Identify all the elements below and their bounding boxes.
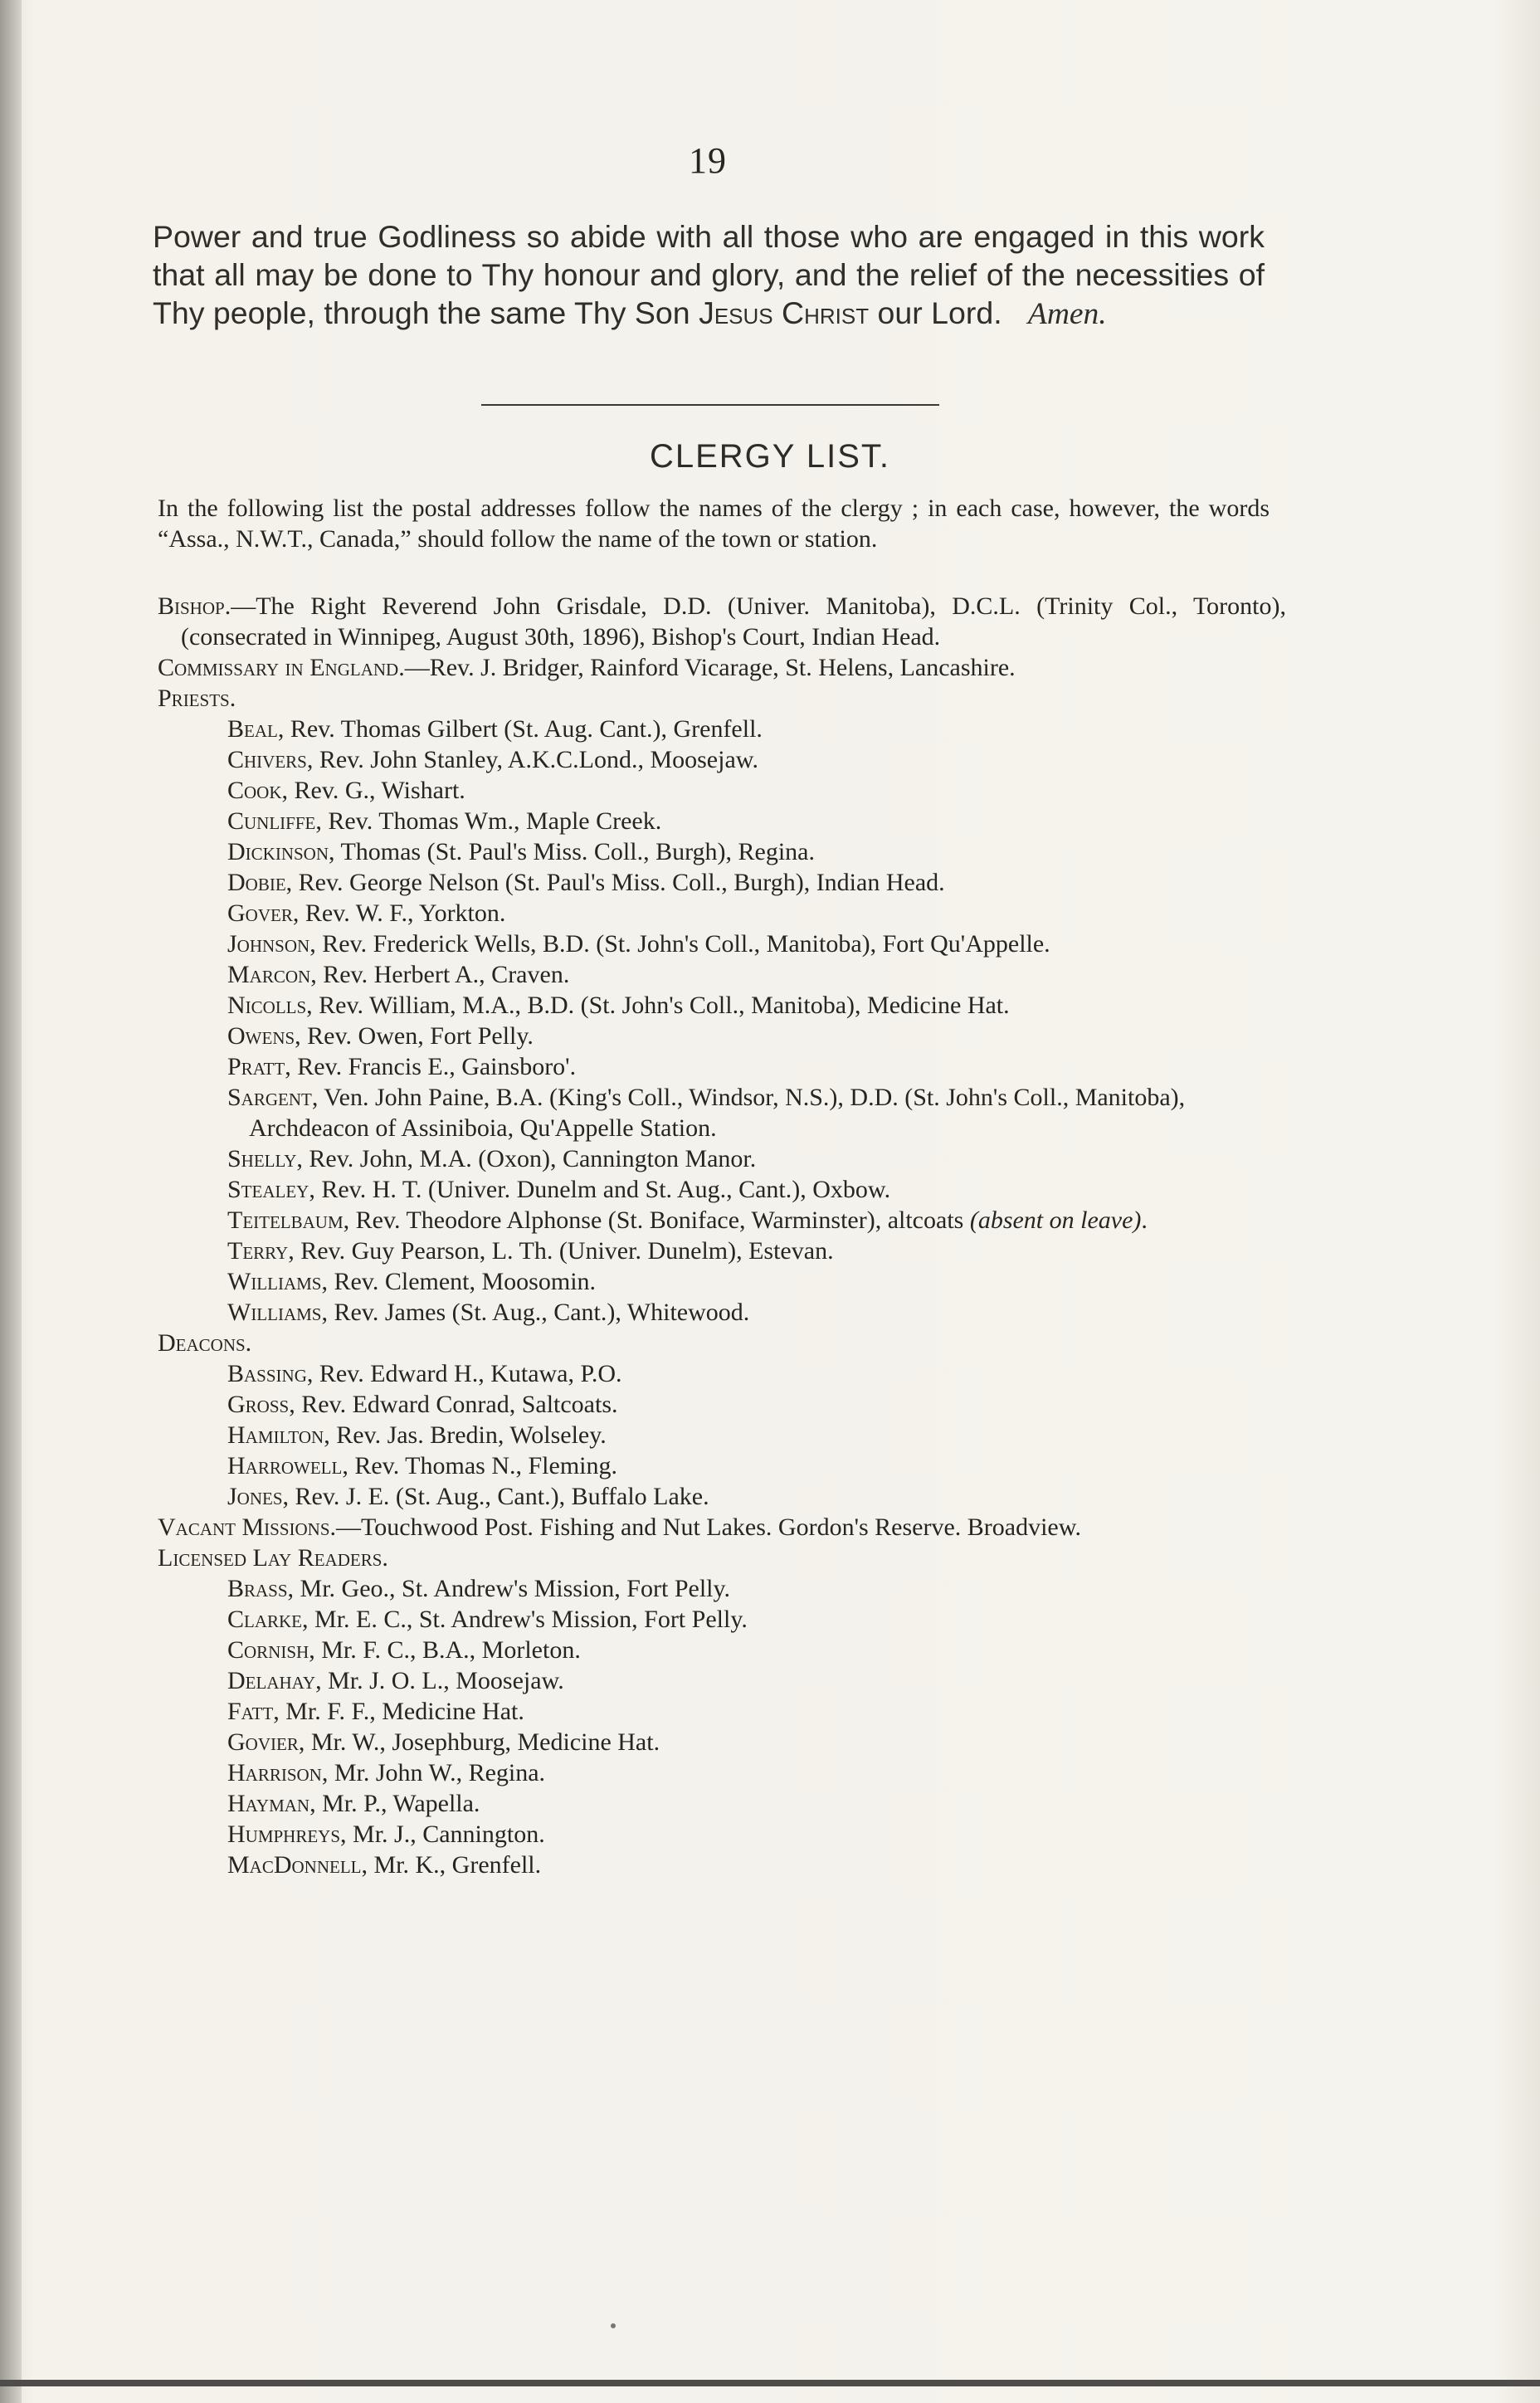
priest-name: Marcon [227,961,311,988]
lay-reader-name: Harrison [227,1759,322,1786]
section-divider [481,404,939,406]
lay-reader-name: Govier [227,1728,299,1756]
priest-details: , Rev. Owen, Fort Pelly. [295,1022,534,1050]
lay-reader-details: , Mr. F. F., Medicine Hat. [273,1698,524,1725]
lay-reader-entry [158,1757,1286,1788]
deacon-entry [158,1389,1286,1420]
priest-entry [158,806,1286,836]
priests-list [158,714,1286,1328]
lay-reader-details: , Mr. John W., Regina. [321,1759,546,1786]
priest-entry [158,929,1286,959]
priest-details: , Rev. G., Wishart. [281,777,465,804]
prayer-text [153,217,1265,334]
priest-name: Beal [227,715,278,743]
priest-details: , Rev. James (St. Aug., Cant.), Whitewood. [321,1299,750,1326]
priest-entry [158,1051,1286,1082]
priest-details: , Rev. George Nelson (St. Paul's Miss. Coll., Burgh), Indian Head. [285,869,945,896]
vacant-text: —Touchwood Post. Fishing and Nut Lakes. Gordon's Reserve. Broadview. [336,1513,1081,1541]
prayer-body: Power and true Godliness so abide with all those who are engaged in this work that all may be done to Thy honour and glory, and the relief of the necessities of Thy people, through the same Thy Son [153,219,1265,330]
priest-name: Dickinson [227,838,329,865]
deacon-name: Bassing [227,1360,307,1387]
priest-entry [158,898,1286,929]
lay-reader-entry [158,1819,1286,1850]
priest-details: , Rev. Guy Pearson, L. Th. (Univer. Dunelm), Estevan. [288,1237,834,1265]
priest-name: Williams [227,1299,322,1326]
deacons-list [158,1358,1286,1512]
lay-reader-entry [158,1850,1286,1880]
priest-name: Sargent [227,1084,312,1111]
commissary-entry [158,652,1286,683]
lay-reader-name: MacDonnell [227,1851,362,1879]
priest-details: , Thomas (St. Paul's Miss. Coll., Burgh), Regina. [329,838,815,865]
lay-reader-name: Cornish [227,1636,309,1664]
priest-entry [158,1021,1286,1051]
commissary-text: —Rev. J. Bridger, Rainford Vicarage, St. Helens, Lancashire. [404,654,1016,681]
vacant-label: Vacant Missions. [158,1513,337,1541]
priest-details: , Ven. John Paine, B.A. (King's Coll., Windsor, N.S.), D.D. (St. John's Coll., Manitoba), Archdeacon of Assiniboia, Qu'Appelle Station. [249,1084,1186,1142]
commissary-label: Commissary in England. [158,654,405,681]
deacon-details: , Rev. Jas. Bredin, Wolseley. [324,1421,607,1449]
page-title: CLERGY LIST. [649,438,891,475]
priest-entry [158,867,1286,898]
priest-entry [158,990,1286,1021]
lay-reader-details: , Mr. J., Cannington. [340,1821,545,1848]
deacons-heading: Deacons. [158,1329,252,1357]
priest-name: Terry [227,1237,289,1265]
priest-entry [158,775,1286,806]
priest-details: , Rev. William, M.A., B.D. (St. John's Coll., Manitoba), Medicine Hat. [306,992,1010,1019]
priests-heading: Priests. [158,685,236,712]
deacon-details: , Rev. Edward H., Kutawa, P.O. [306,1360,622,1387]
priest-details: , Rev. Theodore Alphonse (St. Boniface, Warminster), altcoats [343,1206,964,1234]
intro-paragraph: In the following list the postal addresses follow the names of the clergy ; in each case, however, the words “Assa., N.W.T., Canada,” should follow the name of the town or station. [158,495,1270,553]
priest-entry [158,959,1286,990]
priest-entry [158,1297,1286,1328]
binding-edge [0,0,22,2403]
priest-name: Dobie [227,869,286,896]
lay-reader-name: Fatt [227,1698,274,1725]
lay-reader-name: Delahay [227,1667,316,1694]
deacon-name: Jones [227,1483,283,1510]
page-bottom-edge [0,2380,1540,2386]
lay-readers-heading: Licensed Lay Readers. [158,1544,388,1572]
priest-name: Owens [227,1022,295,1050]
priest-name: Chivers [227,746,307,773]
priest-details: , Rev. Thomas Gilbert (St. Aug. Cant.), Grenfell. [277,715,763,743]
prayer-paragraph [153,217,1265,334]
deacon-entry [158,1481,1286,1512]
priest-entry [158,1205,1286,1236]
priest-entry [158,1236,1286,1266]
lay-reader-details: , Mr. Geo., St. Andrew's Mission, Fort Pelly. [287,1575,731,1602]
deacon-name: Gross [227,1391,290,1418]
priest-entry [158,714,1286,744]
lay-reader-entry [158,1573,1286,1604]
deacon-details: , Rev. Edward Conrad, Saltcoats. [289,1391,618,1418]
printing-speck [611,2323,616,2328]
priest-details: , Rev. H. T. (Univer. Dunelm and St. Aug., Cant.), Oxbow. [309,1176,891,1203]
bishop-label: Bishop. [158,592,231,620]
lay-reader-details: , Mr. W., Josephburg, Medicine Hat. [298,1728,660,1756]
deacon-name: Hamilton [227,1421,324,1449]
bishop-entry [158,591,1286,652]
priest-details: , Rev. Frederick Wells, B.D. (St. John's Coll., Manitoba), Fort Qu'Appelle. [309,930,1050,958]
prayer-amen: Amen. [1027,297,1107,331]
lay-reader-name: Brass [227,1575,288,1602]
lay-reader-entry [158,1635,1286,1665]
deacon-entry [158,1358,1286,1389]
priest-name: Gover [227,899,293,927]
priest-name: Pratt [227,1053,285,1080]
priest-details: , Rev. W. F., Yorkton. [292,899,506,927]
priest-name: Stealey [227,1176,309,1203]
priest-entry [158,836,1286,867]
lay-readers-list [158,1573,1286,1880]
lay-reader-entry [158,1665,1286,1696]
lay-reader-entry [158,1788,1286,1819]
priest-name: Shelly [227,1145,297,1172]
priest-tail: . [1141,1206,1148,1234]
priest-name: Williams [227,1268,322,1295]
clergy-list [158,591,1286,1880]
priest-note: (absent on leave) [969,1206,1142,1234]
lay-reader-name: Clarke [227,1606,303,1633]
lay-reader-entry [158,1696,1286,1727]
priest-details: , Rev. Thomas Wm., Maple Creek. [315,807,662,835]
lay-reader-details: , Mr. P., Wapella. [309,1790,480,1817]
priest-details: , Rev. Francis E., Gainsboro'. [285,1053,577,1080]
prayer-tail: our Lord. [869,295,1002,330]
lay-reader-name: Humphreys [227,1821,341,1848]
priest-entry [158,744,1286,775]
deacon-name: Harrowell [227,1452,343,1479]
lay-reader-entry [158,1727,1286,1757]
priest-details: , Rev. Clement, Moosomin. [321,1268,597,1295]
priest-details: , Rev. Herbert A., Craven. [310,961,570,988]
priest-details: , Rev. John Stanley, A.K.C.Lond., Moosejaw. [306,746,758,773]
priest-entry [158,1174,1286,1205]
deacon-details: , Rev. Thomas N., Fleming. [342,1452,617,1479]
lay-reader-name: Hayman [227,1790,310,1817]
priest-name: Nicolls [227,992,307,1019]
priest-name: Cook [227,777,282,804]
priest-entry [158,1266,1286,1297]
prayer-name: Jesus Christ [699,295,870,330]
lay-reader-details: , Mr. E. C., St. Andrew's Mission, Fort Pelly. [302,1606,748,1633]
priest-name: Cunliffe [227,807,316,835]
lay-reader-entry [158,1604,1286,1635]
deacon-details: , Rev. J. E. (St. Aug., Cant.), Buffalo Lake. [282,1483,709,1510]
lay-reader-details: , Mr. F. C., B.A., Morleton. [309,1636,581,1664]
deacon-entry [158,1450,1286,1481]
priest-name: Teitelbaum [227,1206,344,1234]
vacant-missions-entry [158,1512,1286,1543]
lay-reader-details: , Mr. J. O. L., Moosejaw. [315,1667,564,1694]
priest-name: Johnson [227,930,310,958]
deacon-entry [158,1420,1286,1450]
bishop-text: —The Right Reverend John Grisdale, D.D. (Univer. Manitoba), D.C.L. (Trinity Col., Toronto), (consecrated in Winnipeg, August 30th, 1896), Bishop's Court, Indian Head. [181,592,1286,651]
priest-entry [158,1143,1286,1174]
page-number: 19 [689,140,727,181]
priest-entry [158,1082,1286,1143]
priest-details: , Rev. John, M.A. (Oxon), Cannington Manor. [296,1145,757,1172]
lay-reader-details: , Mr. K., Grenfell. [361,1851,542,1879]
